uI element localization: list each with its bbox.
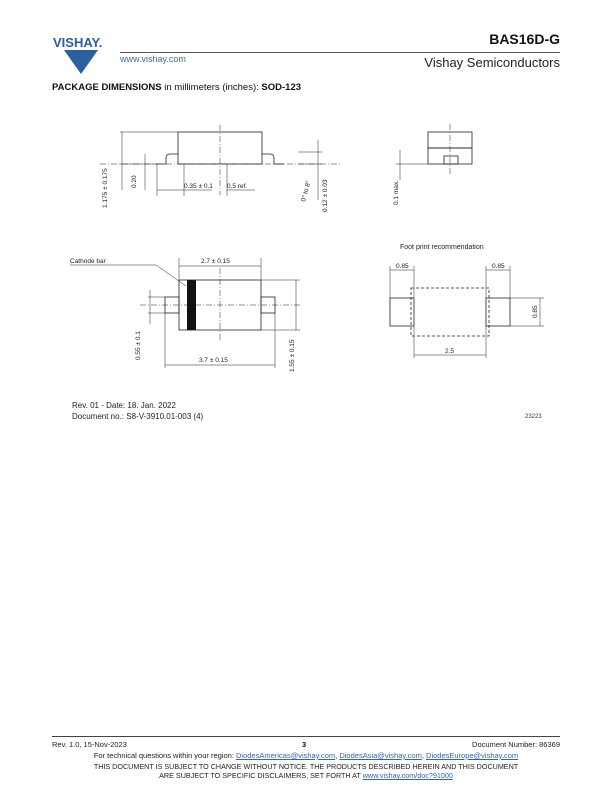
cathode-bar-label: Cathode bar [70, 258, 106, 265]
lead-width-dim: 0.55 ± 0.1 [135, 331, 142, 360]
overall-length-dim: 3.7 ± 0.15 [199, 357, 228, 364]
section-units: in millimeters (inches): [161, 82, 262, 93]
email-asia-link[interactable]: DiodesAsia@vishay.com [339, 751, 422, 760]
pad-height-dim: 0.85 [532, 305, 539, 318]
contact-prefix: For technical questions within your region: [93, 751, 236, 760]
footprint-pad-right [486, 298, 510, 326]
side-lead-right [262, 154, 284, 164]
vishay-logo [52, 32, 118, 76]
side-lead-left [156, 154, 178, 164]
drawing-number: 23223 [525, 414, 542, 420]
revision-line: Rev. 01 - Date: 18. Jan. 2022 [72, 401, 176, 410]
footprint-drawing [380, 240, 560, 365]
revision-block [72, 400, 203, 422]
email-americas-link[interactable]: DiodesAmericas@vishay.com [236, 751, 336, 760]
section-heading [52, 82, 301, 93]
body-width-dim: 1.55 ± 0.15 [289, 339, 296, 372]
contact-sep-1: , [335, 751, 340, 760]
email-europe-link[interactable]: DiodesEurope@vishay.com [426, 751, 519, 760]
logo-text: VISHAY. [53, 35, 103, 50]
end-lead [444, 156, 458, 164]
disclaimer-prefix: ARE SUBJECT TO SPECIFIC DISCLAIMERS, SET FORTH AT [159, 771, 363, 780]
header-rule [120, 52, 560, 53]
lead-thickness-dim: 0.12 ± 0.03 [322, 179, 329, 212]
vishay-url-link[interactable]: www.vishay.com [120, 54, 186, 64]
pad-right-width-dim: 0.85 [492, 263, 505, 270]
footer-disclaimer [52, 762, 560, 780]
footer-document-number: Document Number: 86369 [472, 740, 560, 749]
body-length-dim: 2.7 ± 0.15 [201, 258, 230, 265]
pad-left-width-dim: 0.85 [396, 263, 409, 270]
footer-rule [52, 736, 560, 737]
standoff-dim: 0.1 max. [393, 180, 400, 205]
overall-height-dim: 1.175 ± 0.175 [102, 168, 109, 208]
package-name: SOD-123 [261, 82, 302, 93]
part-number: BAS16D-G [489, 31, 560, 47]
footprint-pad-left [390, 298, 414, 326]
section-title: PACKAGE DIMENSIONS [52, 82, 162, 93]
ref-length-dim: 0.5 ref. [227, 183, 248, 190]
end-view-drawing [388, 120, 488, 210]
disclaimer-line-2 [52, 771, 560, 780]
contact-sep-2: , [421, 751, 427, 760]
logo-triangle [64, 50, 98, 74]
disclaimer-line-1: THIS DOCUMENT IS SUBJECT TO CHANGE WITHOUT NOTICE. THE PRODUCTS DESCRIBED HEREIN AND THIS DOCUMENT [93, 762, 519, 771]
lead-length-dim: 0.35 ± 0.1 [184, 183, 213, 190]
page-number: 3 [302, 740, 307, 749]
footer-contact [52, 751, 560, 760]
side-view-drawing [100, 120, 340, 220]
angle-dim: 0° to 8° [300, 179, 313, 203]
document-number-line: Document no.: S8-V-3910.01-003 (4) [72, 412, 204, 421]
footer-revision: Rev. 1.0, 15-Nov-2023 [52, 740, 127, 749]
footprint-title: Foot print recommendation [400, 244, 484, 251]
division-name: Vishay Semiconductors [424, 55, 560, 70]
top-view-drawing [68, 252, 308, 377]
footprint-outline [411, 288, 489, 336]
disclaimer-link[interactable]: www.vishay.com/doc?91000 [362, 771, 453, 780]
lead-height-dim: 0.20 [131, 175, 138, 188]
cathode-bar [187, 280, 196, 330]
gap-dim: 2.5 [445, 348, 455, 355]
